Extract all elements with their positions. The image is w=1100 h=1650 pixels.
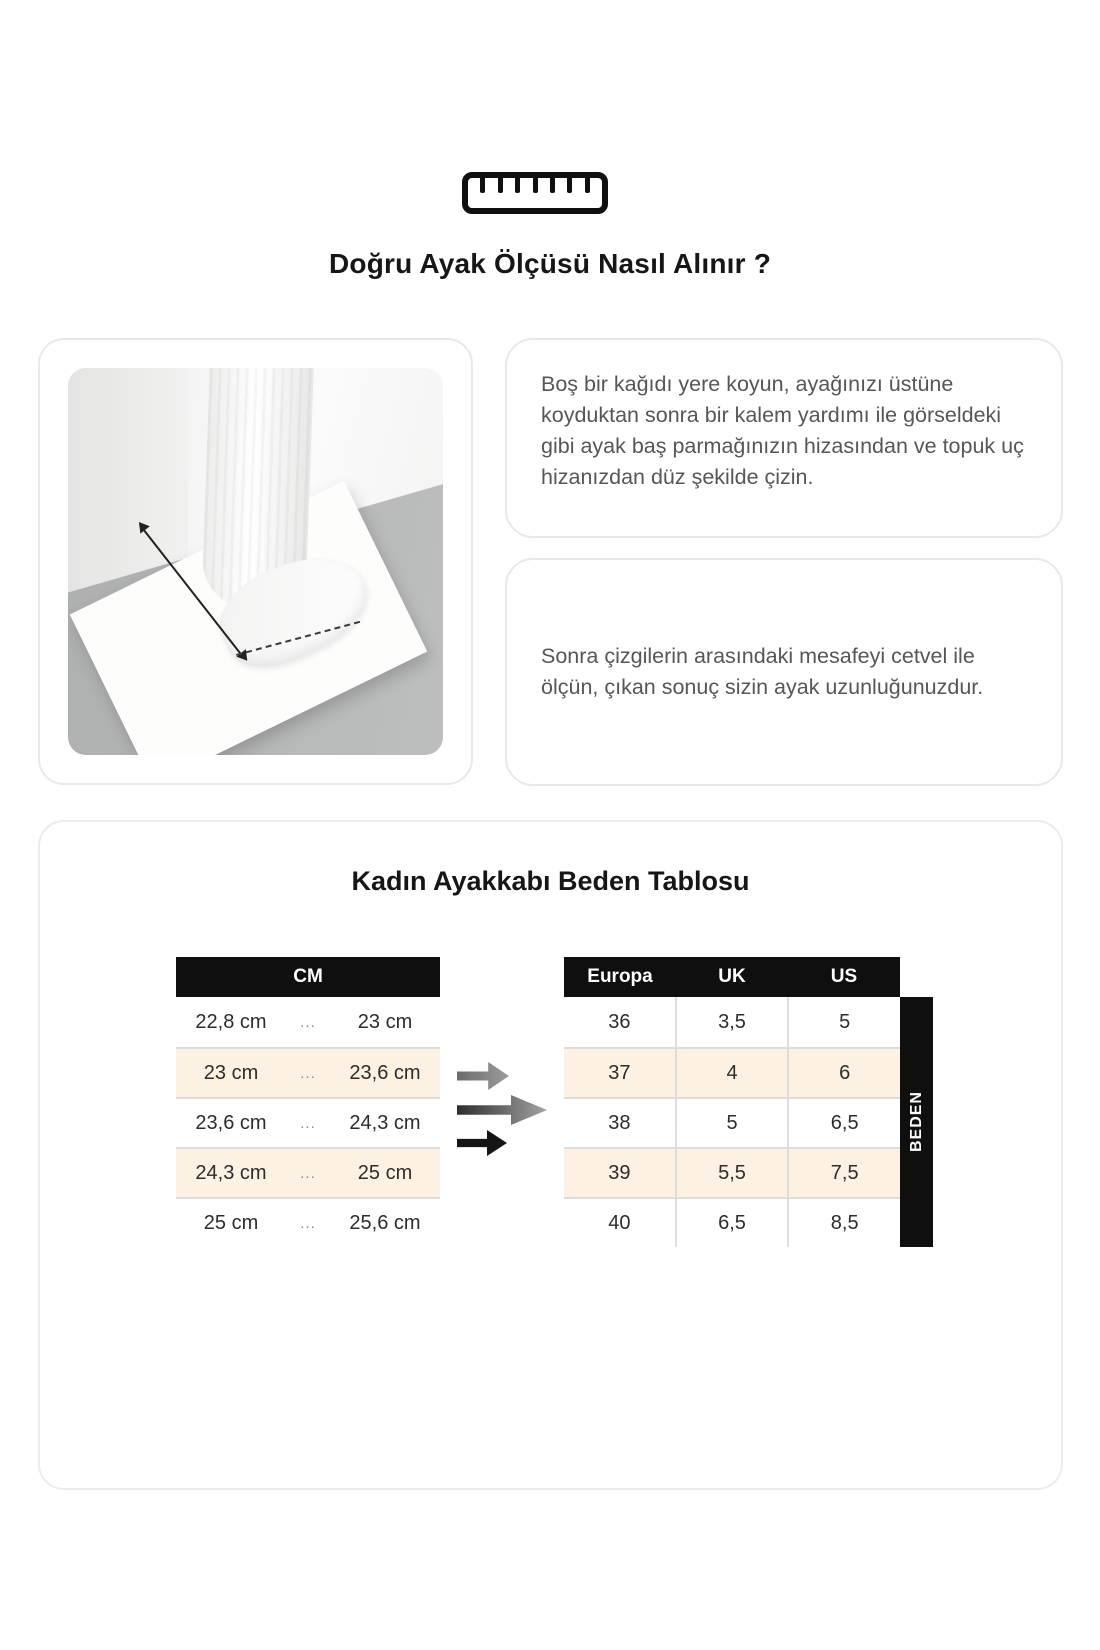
table-row xyxy=(176,1047,440,1097)
cm-range-start: 23 cm xyxy=(203,1061,259,1084)
size-cell: 40 xyxy=(608,1211,631,1234)
beden-side-label xyxy=(900,997,933,1247)
beden-label-text: BEDEN xyxy=(907,1091,925,1153)
right-arrow-icon xyxy=(457,1130,507,1156)
size-cell: 37 xyxy=(608,1061,631,1084)
size-chart-card xyxy=(38,820,1063,1490)
cm-table-body xyxy=(176,997,440,1247)
cm-table xyxy=(176,957,440,1247)
cm-table-header: CM xyxy=(176,957,440,997)
size-cell: 39 xyxy=(608,1161,631,1184)
size-cell: 6,5 xyxy=(675,1199,788,1247)
size-table-header-row xyxy=(564,957,900,997)
instruction-step-2 xyxy=(505,558,1063,786)
range-dots: ... xyxy=(300,1214,316,1232)
instruction-step-1 xyxy=(505,338,1063,538)
table-row xyxy=(564,1197,900,1247)
cm-range-start: 23,6 cm xyxy=(195,1111,267,1134)
cm-range-end: 24,3 cm xyxy=(349,1111,421,1134)
table-row xyxy=(564,1047,900,1097)
page-title: Doğru Ayak Ölçüsü Nasıl Alınır ? xyxy=(328,248,772,279)
foot-measurement-photo-card xyxy=(38,338,473,785)
cm-range-end: 25,6 cm xyxy=(349,1211,421,1234)
size-column-header: Europa xyxy=(587,966,653,987)
range-dots: ... xyxy=(300,1064,316,1082)
range-dots: ... xyxy=(300,1164,316,1182)
size-column-header: UK xyxy=(718,966,746,987)
size-cell: 6 xyxy=(787,1049,900,1097)
right-arrow-icon xyxy=(457,1095,547,1125)
cm-range-start: 24,3 cm xyxy=(195,1161,267,1184)
table-row xyxy=(564,997,900,1047)
range-dots: ... xyxy=(300,1114,316,1132)
foot-measurement-photo xyxy=(68,368,443,755)
cm-range-start: 25 cm xyxy=(203,1211,259,1234)
size-table xyxy=(564,957,900,1247)
size-cell: 36 xyxy=(608,1010,631,1033)
right-arrow-icon xyxy=(457,1062,509,1090)
cm-range-start: 22,8 cm xyxy=(195,1010,267,1033)
size-table-body xyxy=(564,997,900,1247)
size-cell: 5 xyxy=(675,1099,788,1147)
size-cell: 3,5 xyxy=(675,997,788,1047)
size-cell: 5 xyxy=(787,997,900,1047)
conversion-arrows xyxy=(457,1062,547,1156)
size-cell: 7,5 xyxy=(787,1149,900,1197)
table-row xyxy=(176,1097,440,1147)
table-row xyxy=(176,1147,440,1197)
cm-range-end: 25 cm xyxy=(357,1161,413,1184)
size-cell: 8,5 xyxy=(787,1199,900,1247)
size-cell: 4 xyxy=(675,1049,788,1097)
cm-range-end: 23 cm xyxy=(357,1010,413,1033)
cm-range-end: 23,6 cm xyxy=(349,1061,421,1084)
ruler-icon xyxy=(462,172,608,214)
table-row xyxy=(176,1197,440,1247)
size-cell: 6,5 xyxy=(787,1099,900,1147)
table-row xyxy=(564,1147,900,1197)
size-column-header: US xyxy=(830,966,858,987)
range-dots: ... xyxy=(300,1013,316,1031)
size-cell: 5,5 xyxy=(675,1149,788,1197)
instruction-step-2-text: Sonra çizgilerin arasındaki mesafeyi cetvel ile ölçün, çıkan sonuç sizin ayak uzunluğunuzdur. xyxy=(541,644,984,699)
size-cell: 38 xyxy=(608,1111,631,1134)
size-chart-title: Kadın Ayakkabı Beden Tablosu xyxy=(351,866,750,896)
instruction-step-1-text: Boş bir kağıdı yere koyun, ayağınızı üstüne koyduktan sonra bir kalem yardımı ile görseldeki gibi ayak baş parmağınızın hizasından ve topuk uç hizanızdan düz şekilde çizin. xyxy=(541,372,1024,489)
table-row xyxy=(564,1097,900,1147)
table-row xyxy=(176,997,440,1047)
